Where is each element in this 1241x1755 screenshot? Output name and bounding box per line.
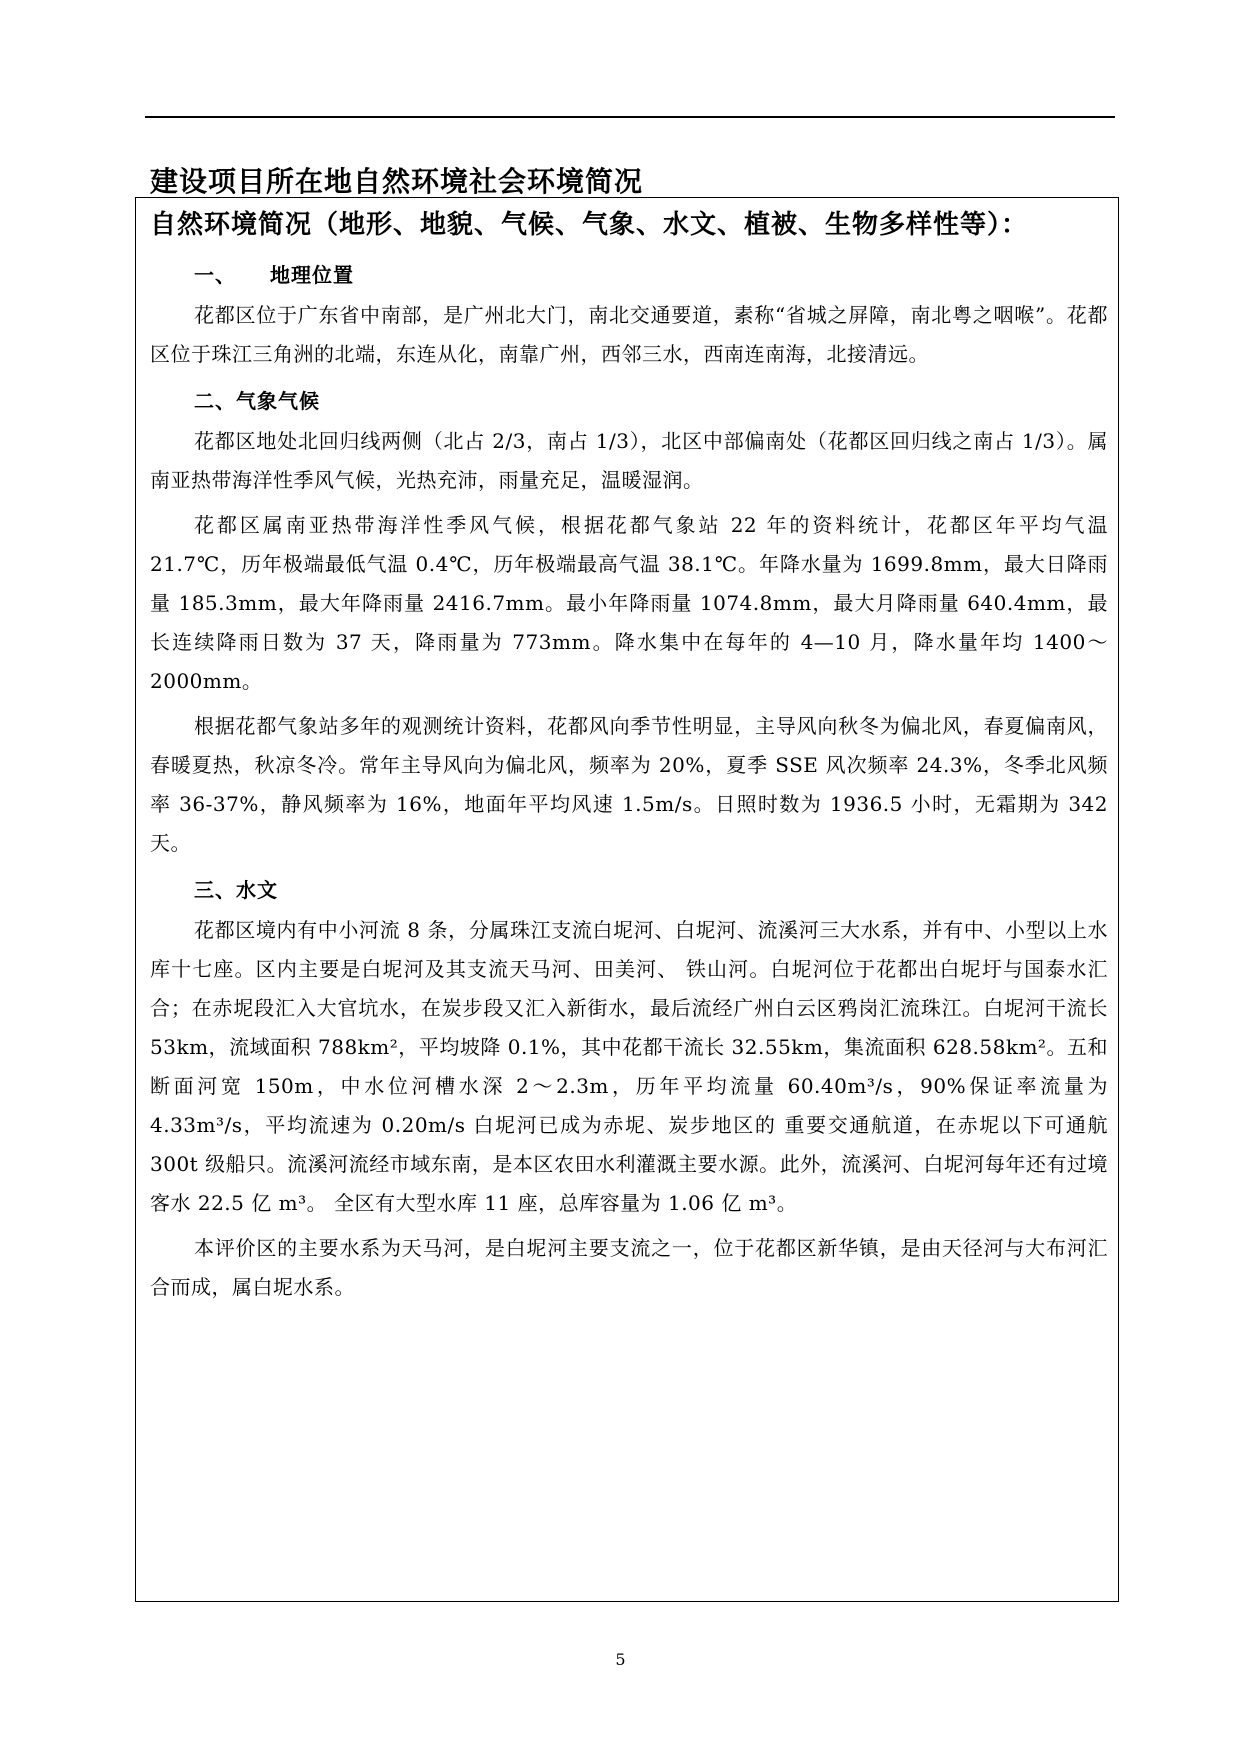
section-title: 水文 (236, 878, 278, 902)
paragraph: 花都区地处北回归线两侧（北占 2/3，南占 1/3），北区中部偏南处（花都区回归线之南占 1/3）。属南亚热带海洋性季风气候，光热充沛，雨量充足，温暖湿润。 (150, 429, 1108, 492)
page-number: 5 (615, 1650, 626, 1669)
paragraph: 花都区境内有中小河流 8 条，分属珠江支流白坭河、白坭河、流溪河三大水系，并有中、小型以上水库十七座。区内主要是白坭河及其支流天马河、田美河、 铁山河。白坭河位于花都出白坭圩与国泰水汇合；在赤坭段汇入大官坑水，在炭步段又汇入新街水，最后流经广州白云区鸦岗汇流珠江。白坭河干流长 53km，流域面积 788km²，平均坡降 0.1%，其中花都干流长 32.55km，集流面积 628.58km²。五和断面河宽 150m，中水位河槽水深 2～2.3m，历年平均流量 60.40m³/s，90%保证率流量为 4.33m³/s，平均流速为 0.20m/s 白坭河已成为赤坭、炭步地区的 重要交通航道，在赤坭以下可通航 300t 级船只。流溪河流经市域东南，是本区农田水利灌溉主要水源。此外，流溪河、白坭河每年还有过境客水 22.5 亿 m³。 全区有大型水库 11 座，总库容量为 1.06 亿 m³。 (150, 918, 1108, 1215)
section-heading-geography (150, 254, 1108, 296)
content-body (150, 254, 1108, 1313)
section-number: 二、 (194, 389, 236, 413)
header-rule (145, 116, 1115, 118)
section-number: 三、 (194, 878, 236, 902)
section-title: 地理位置 (270, 263, 354, 287)
paragraph: 根据花都气象站多年的观测统计资料，花都风向季节性明显，主导风向秋冬为偏北风，春夏偏南风，春暖夏热，秋凉冬冷。常年主导风向为偏北风，频率为 20%，夏季 SSE 风次频率 24.3%，冬季北风频率 36-37%，静风频率为 16%，地面年平均风速 1.5m/s。日照时数为 1936.5 小时，无霜期为 342 天。 (150, 714, 1108, 855)
paragraph: 花都区属南亚热带海洋性季风气候，根据花都气象站 22 年的资料统计，花都区年平均气温 21.7℃，历年极端最低气温 0.4℃，历年极端最高气温 38.1℃。年降水量为 1699.8mm，最大日降雨量 185.3mm，最大年降雨量 2416.7mm。最小年降雨量 1074.8mm，最大月降雨量 640.4mm，最长连续降雨日数为 37 天，降雨量为 773mm。降水集中在每年的 4—10 月，降水量年均 1400～2000mm。 (150, 513, 1108, 693)
section-number: 一、 (194, 263, 236, 287)
paragraph: 本评价区的主要水系为天马河，是白坭河主要支流之一，位于花都区新华镇，是由天径河与大布河汇合而成，属白坭水系。 (150, 1236, 1108, 1299)
paragraph: 花都区位于广东省中南部，是广州北大门，南北交通要道，素称“省城之屏障，南北粤之咽喉”。花都区位于珠江三角洲的北端，东连从化，南靠广州，西邻三水，西南连南海，北接清远。 (150, 303, 1108, 366)
section-heading-climate (150, 380, 1108, 422)
section-subtitle: 自然环境简况（地形、地貌、气候、气象、水文、植被、生物多样性等）： (150, 210, 1029, 240)
content-box (135, 197, 1119, 1602)
section-heading-hydrology (150, 869, 1108, 911)
section-title: 气象气候 (236, 389, 320, 413)
page-title: 建设项目所在地自然环境社会环境简况 (150, 165, 644, 198)
